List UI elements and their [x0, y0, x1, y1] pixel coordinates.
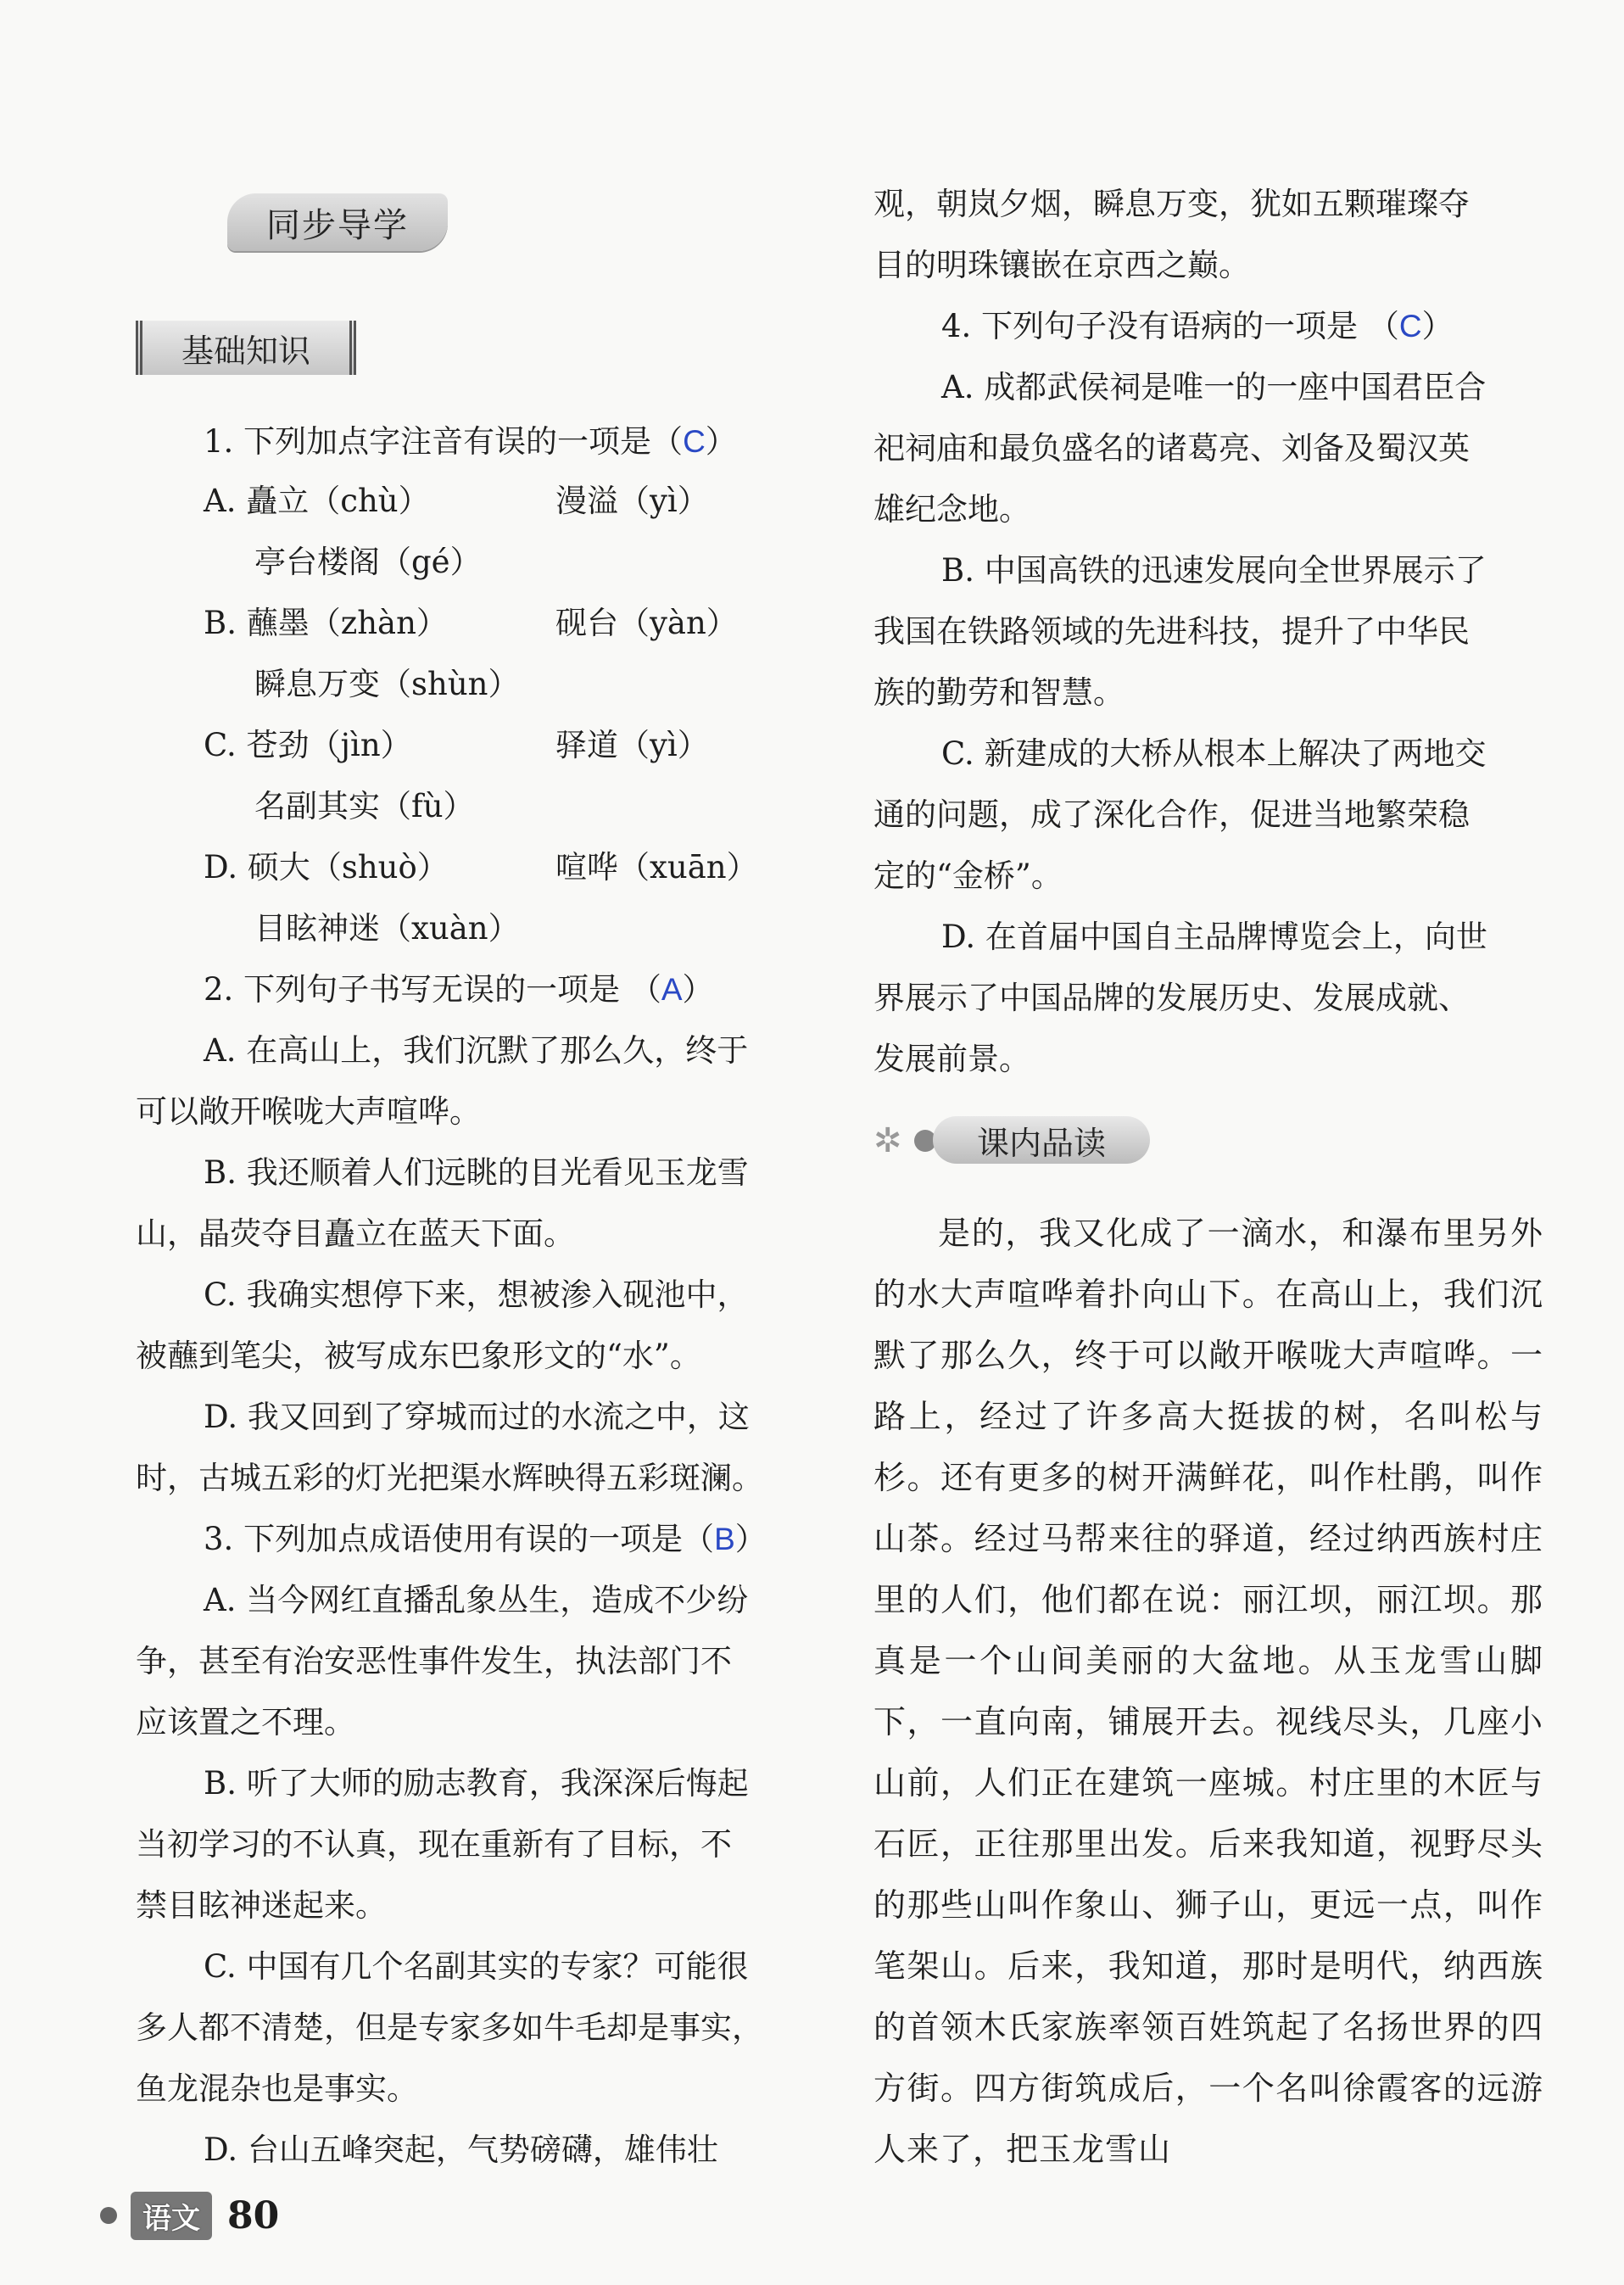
- option-2d: D. 我又回到了穿城而过的水流之中，这: [204, 1399, 750, 1435]
- option-2b: B. 我还顺着人们远眺的目光看见玉龙雪: [204, 1154, 749, 1191]
- option-1c-3: 名副其实（fù）: [254, 788, 475, 824]
- option-3d-cont2: 目的明珠镶嵌在京西之巅。: [873, 247, 1250, 283]
- option-4a-cont2: 雄纪念地。: [873, 491, 1030, 528]
- option-1b-3: 瞬息万变（shùn）: [254, 666, 520, 702]
- option-4b: B. 中国高铁的迅速发展向全世界展示了: [941, 552, 1487, 589]
- option-1d-2: 喧哗（xuān）: [555, 849, 758, 886]
- option-4d-cont2: 发展前景。: [873, 1041, 1030, 1077]
- option-4b-cont: 我国在铁路领域的先进科技，提升了中华民: [873, 613, 1470, 650]
- option-3c: C. 中国有几个名副其实的专家？可能很: [204, 1948, 749, 1985]
- option-1b-2: 砚台（yàn）: [555, 605, 738, 641]
- option-2c: C. 我确实想停下来，想被渗入砚池中，: [204, 1277, 749, 1313]
- option-1a-3: 亭台楼阁（gé）: [254, 544, 482, 580]
- option-2b-cont: 山，晶荧夺目矗立在蓝天下面。: [136, 1215, 575, 1252]
- question-2: 2. 下列句子书写无误的一项是 （A）: [204, 971, 714, 1008]
- option-4b-cont2: 族的勤劳和智慧。: [873, 674, 1125, 711]
- option-2c-cont: 被蘸到笔尖，被写成东巴象形文的“水”。: [136, 1338, 701, 1374]
- option-1b: B. 蘸墨（zhàn）: [204, 605, 448, 641]
- option-3a-cont: 争，甚至有治安恶性事件发生，执法部门不: [136, 1643, 732, 1679]
- footer-bullet-icon: [100, 2207, 117, 2224]
- question-3: 3. 下列加点成语使用有误的一项是（B）: [204, 1521, 767, 1557]
- option-3b: B. 听了大师的励志教育，我深深后悔起: [204, 1765, 749, 1802]
- section-heading-jichu: 基础知识: [136, 321, 356, 375]
- option-4c: C. 新建成的大桥从根本上解决了两地交: [941, 735, 1487, 772]
- option-4d: D. 在首届中国自主品牌博览会上，向世: [941, 919, 1487, 955]
- option-2a: A. 在高山上，我们沉默了那么久，终于: [204, 1032, 749, 1069]
- page-footer: [100, 2190, 279, 2241]
- option-1c-2: 驿道（yì）: [555, 727, 709, 763]
- option-4a: A. 成都武侯祠是唯一的一座中国君臣合: [941, 369, 1487, 405]
- option-4c-cont2: 定的“金桥”。: [873, 858, 1063, 894]
- question-4: 4. 下列句子没有语病的一项是 （C）: [941, 308, 1454, 344]
- option-3d: D. 台山五峰突起，气势磅礴，雄伟壮: [204, 2131, 718, 2168]
- answer-3: B: [714, 1522, 735, 1556]
- option-1d-3: 目眩神迷（xuàn）: [254, 910, 520, 947]
- option-3a: A. 当今网红直播乱象丛生，造成不少纷: [204, 1582, 749, 1618]
- option-3a-cont2: 应该置之不理。: [136, 1704, 355, 1740]
- question-1: 1. 下列加点字注音有误的一项是（C）: [204, 423, 737, 460]
- option-3b-cont: 当初学习的不认真，现在重新有了目标，不: [136, 1826, 732, 1863]
- option-1a: A. 矗立（chù）: [204, 483, 430, 519]
- reading-passage: 是的，我又化成了一滴水，和瀑布里另外的水大声喧哗着扑向山下。在高山上，我们沉默了那么久，终于可以敞开喉咙大声喧哗。一路上，经过了许多高大挺拔的树，名叫松与杉。还有更多的树开满鲜花，叫作杜鹃，叫作山茶。经过马帮来往的驿道，经过纳西族村庄里的人们，他们都在说：丽江坝，丽江坝。那真是一个山间美丽的大盆地。从玉龙雪山脚下，一直向南，铺展开去。视线尽头，几座小山前，人们正在建筑一座城。村庄里的木匠与石匠，正往那里出发。后来我知道，视野尽头的那些山叫作象山、狮子山，更远一点，叫作笔架山。后来，我知道，那时是明代，纳西族的首领木氏家族率领百姓筑起了名扬世界的四方街。四方街筑成后，一个名叫徐霞客的远游人来了，把玉龙雪山: [873, 1215, 1543, 2168]
- option-3b-cont2: 禁目眩神迷起来。: [136, 1887, 387, 1924]
- option-3c-cont2: 鱼龙混杂也是事实。: [136, 2070, 418, 2107]
- answer-2: A: [661, 972, 683, 1007]
- option-4c-cont: 通的问题，成了深化合作，促进当地繁荣稳: [873, 796, 1470, 833]
- option-1d: D. 硕大（shuò）: [204, 849, 449, 886]
- option-3c-cont: 多人都不清楚，但是专家多如牛毛却是事实，: [136, 2009, 763, 2046]
- option-2a-cont: 可以敞开喉咙大声喧哗。: [136, 1093, 481, 1130]
- ornament-icon: ✲: [873, 1121, 902, 1160]
- option-2d-cont: 时，古城五彩的灯光把渠水辉映得五彩斑澜。: [136, 1460, 763, 1496]
- page-number: 80: [227, 2193, 280, 2238]
- option-4d-cont: 界展示了中国品牌的发展历史、发展成就、: [873, 980, 1470, 1016]
- answer-1: C: [683, 424, 706, 459]
- option-3d-cont: 观，朝岚夕烟，瞬息万变，犹如五颗璀璨夺: [873, 186, 1470, 222]
- option-1a-2: 漫溢（yì）: [555, 483, 709, 519]
- option-1c: C. 苍劲（jìn）: [204, 727, 412, 763]
- option-4a-cont: 祀祠庙和最负盛名的诸葛亮、刘备及蜀汉英: [873, 430, 1470, 466]
- section-heading-tongbu: 同步导学: [227, 193, 448, 251]
- answer-4: C: [1398, 309, 1422, 344]
- section-heading-kenei: ✲ 课内品读: [873, 1113, 1153, 1167]
- subject-label: 语文: [131, 2192, 212, 2240]
